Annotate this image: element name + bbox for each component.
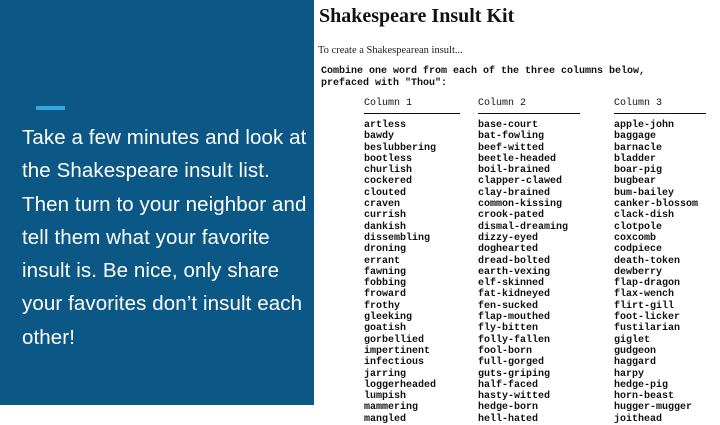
left-panel bbox=[0, 0, 314, 405]
insult-word: hedge-born bbox=[478, 402, 539, 414]
insult-word: flirt-gill bbox=[614, 300, 675, 312]
insult-word: apple-john bbox=[614, 120, 675, 131]
insult-word: churlish bbox=[364, 165, 413, 177]
insult-word: flap-mouthed bbox=[478, 312, 551, 324]
insult-word: giglet bbox=[614, 334, 651, 346]
insult-word: fat-kidneyed bbox=[478, 289, 551, 301]
insult-word: clack-dish bbox=[614, 210, 675, 222]
insult-word: bladder bbox=[614, 153, 657, 165]
accent-bar bbox=[36, 106, 65, 110]
insult-word: earth-vexing bbox=[478, 266, 551, 278]
column-header: Column 3 bbox=[614, 98, 663, 109]
word-list bbox=[478, 120, 580, 425]
insult-word: goatish bbox=[364, 323, 407, 335]
insult-word: codpiece bbox=[614, 244, 663, 256]
insult-word: dread-bolted bbox=[478, 255, 551, 267]
insult-word: fly-bitten bbox=[478, 323, 539, 335]
insult-word: fobbing bbox=[364, 278, 407, 290]
insult-word: barnacle bbox=[614, 142, 663, 154]
insult-word: hasty-witted bbox=[478, 391, 551, 403]
insult-word: death-token bbox=[614, 255, 681, 267]
insult-word: craven bbox=[364, 199, 401, 211]
insult-word: crook-pated bbox=[478, 210, 545, 222]
column-header: Column 1 bbox=[364, 98, 413, 109]
insult-word: bugbear bbox=[614, 176, 657, 188]
column-rule bbox=[614, 113, 706, 114]
instruction-text: Take a few minutes and look at the Shakespeare insult list. Then turn to your neighbor and tell them what your favorite insult is. Be nice, only share your favorites don’t insult each other! bbox=[22, 126, 307, 349]
insult-word: clay-brained bbox=[478, 187, 551, 199]
insult-word: base-court bbox=[478, 120, 539, 131]
insult-word: dizzy-eyed bbox=[478, 232, 539, 244]
insult-word: elf-skinned bbox=[478, 278, 545, 290]
kit-title: Shakespeare Insult Kit bbox=[319, 5, 515, 27]
insult-word: half-faced bbox=[478, 379, 539, 391]
insult-word: foot-licker bbox=[614, 312, 681, 324]
column-rule bbox=[364, 113, 460, 114]
insult-word: horn-beast bbox=[614, 391, 675, 403]
insult-word: beef-witted bbox=[478, 142, 545, 154]
insult-word: flax-wench bbox=[614, 289, 675, 301]
insult-word: gudgeon bbox=[614, 345, 657, 357]
insult-word: currish bbox=[364, 210, 407, 222]
insult-word: bat-fowling bbox=[478, 131, 545, 143]
insult-word: dewberry bbox=[614, 266, 663, 278]
insult-word: guts-griping bbox=[478, 368, 551, 380]
insult-word: clouted bbox=[364, 187, 407, 199]
insult-word: clapper-clawed bbox=[478, 176, 563, 188]
insult-word: haggard bbox=[614, 357, 657, 369]
insult-word: beetle-headed bbox=[478, 153, 557, 165]
kit-instructions bbox=[321, 66, 701, 90]
insult-word: hell-hated bbox=[478, 413, 539, 425]
insult-word: boil-brained bbox=[478, 165, 551, 177]
insult-word: dismal-dreaming bbox=[478, 221, 569, 233]
insult-word: bawdy bbox=[364, 131, 395, 143]
insult-word: joithead bbox=[614, 413, 663, 425]
insult-word: impertinent bbox=[364, 345, 431, 357]
insult-word: hugger-mugger bbox=[614, 402, 693, 414]
insult-word: coxcomb bbox=[614, 232, 657, 244]
kit-instructions-line-2: prefaced with "Thou": bbox=[321, 78, 448, 89]
insult-word: mangled bbox=[364, 413, 407, 425]
insult-word: boar-pig bbox=[614, 165, 663, 177]
insult-word: jarring bbox=[364, 368, 407, 380]
insult-word: frothy bbox=[364, 300, 401, 312]
insult-word: doghearted bbox=[478, 244, 539, 256]
insult-word: full-gorged bbox=[478, 357, 545, 369]
insult-word: fawning bbox=[364, 266, 407, 278]
insult-word: baggage bbox=[614, 131, 657, 143]
insult-word: lumpish bbox=[364, 391, 407, 403]
insult-word: errant bbox=[364, 255, 401, 267]
insult-word: clotpole bbox=[614, 221, 663, 233]
column-2 bbox=[478, 98, 580, 425]
insult-kit-image bbox=[314, 0, 720, 425]
column-header: Column 2 bbox=[478, 98, 527, 109]
insult-word: dissembling bbox=[364, 232, 431, 244]
insult-word: loggerheaded bbox=[364, 379, 437, 391]
insult-word: infectious bbox=[364, 357, 425, 369]
kit-subtitle: To create a Shakespearean insult... bbox=[318, 45, 463, 56]
insult-word: common-kissing bbox=[478, 199, 563, 211]
column-3 bbox=[614, 98, 706, 425]
insult-word: beslubbering bbox=[364, 142, 437, 154]
insult-word: canker-blossom bbox=[614, 199, 699, 211]
insult-word: harpy bbox=[614, 368, 645, 380]
word-list bbox=[364, 120, 460, 425]
insult-word: bootless bbox=[364, 153, 413, 165]
insult-word: fen-sucked bbox=[478, 300, 539, 312]
insult-word: droning bbox=[364, 244, 407, 256]
kit-instructions-line-1: Combine one word from each of the three columns below, bbox=[321, 66, 646, 77]
insult-word: flap-dragon bbox=[614, 278, 681, 290]
insult-word: froward bbox=[364, 289, 407, 301]
insult-word: artless bbox=[364, 120, 407, 131]
insult-word: fool-born bbox=[478, 345, 533, 357]
insult-word: gorbellied bbox=[364, 334, 425, 346]
word-list bbox=[614, 120, 706, 425]
insult-word: fustilarian bbox=[614, 323, 681, 335]
column-rule bbox=[478, 113, 580, 114]
insult-word: bum-bailey bbox=[614, 187, 675, 199]
insult-word: gleeking bbox=[364, 312, 413, 324]
insult-word: folly-fallen bbox=[478, 334, 551, 346]
column-1 bbox=[364, 98, 460, 425]
insult-word: dankish bbox=[364, 221, 407, 233]
insult-word: cockered bbox=[364, 176, 413, 188]
insult-word: hedge-pig bbox=[614, 379, 669, 391]
insult-word: mammering bbox=[364, 402, 419, 414]
